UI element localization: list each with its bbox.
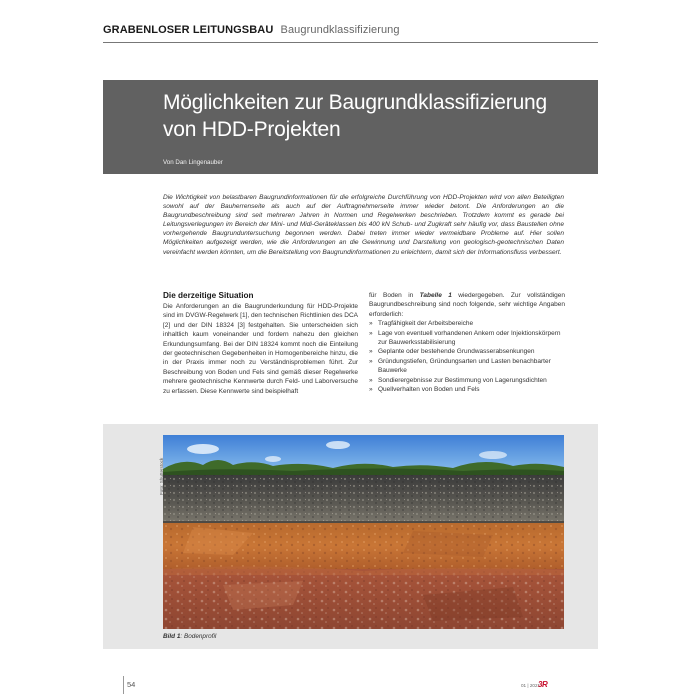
issue-label: 01 | 2021 (521, 683, 541, 688)
bullet-marker: » (369, 376, 373, 384)
caption-label: Bild 1 (163, 633, 181, 640)
byline: Von Dan Lingenauber (163, 159, 223, 166)
bullet-marker: » (369, 329, 373, 337)
table-intro-continuation: wiedergegeben. Zur vollständigen Baugrundbeschreibung sind noch folgende, sehr wichtige Angaben erforderlich: (369, 292, 566, 318)
list-item-text: Sondierergebnisse zur Bestimmung von Lagerungsdichten (378, 376, 547, 384)
title-banner (103, 80, 598, 174)
list-item-text: Quellverhalten von Boden und Fels (378, 386, 480, 394)
running-head-section: GRABENLOSER LEITUNGSBAU (103, 24, 274, 36)
list-item-text: Geplante oder bestehende Grundwasserabsenkungen (378, 348, 535, 356)
article-title-line-1: Möglichkeiten zur Baugrundklassifizierung (163, 91, 548, 114)
requirements-list (369, 319, 565, 394)
list-item (369, 347, 565, 356)
header-divider (103, 42, 598, 43)
bullet-marker: » (369, 386, 373, 394)
list-item (369, 357, 565, 376)
caption-text: : Bodenprofil (180, 633, 217, 640)
list-item (369, 376, 565, 385)
bullet-marker: » (369, 357, 373, 365)
bullet-marker: » (369, 320, 373, 328)
photo-credit (154, 439, 164, 499)
photo-credit-text: Foto: Shutterstock (159, 457, 164, 495)
figure-caption (163, 633, 216, 640)
section-heading: Die derzeitige Situation (163, 291, 254, 300)
page-number: 54 (127, 680, 136, 689)
list-item-text: Lage von eventuell vorhandenen Ankern oder Injektionskörpern zur Bauwerksstabilisierung (378, 329, 561, 347)
article-title (163, 89, 547, 143)
table-reference: Tabelle 1 (419, 292, 452, 299)
column-right (369, 291, 565, 394)
column-left (163, 291, 358, 396)
article-title-line-2: von HDD-Projekten (163, 118, 341, 141)
list-item (369, 329, 565, 348)
running-head (103, 24, 598, 36)
soil-profile-photo (163, 435, 564, 629)
table-intro-text: für Boden in (369, 292, 420, 299)
list-item (369, 319, 565, 328)
list-item (369, 385, 565, 394)
body-paragraph-left: Die Anforderungen an die Baugrunderkundung für HDD-Projekte sind im DVGW-Regelwerk [1], den technischen Richtlinien des DCA [2] und der DIN 18324 [3] festgehalten. Sie unterscheiden sich inhaltlich kaum voneinander und fordern nahezu den gleichen Erkundungsumfang. Bei der DIN 18324 kommt noch die Einteilung der geotechnischen Gegebenheiten in Homogenbereiche hinzu, die in der Praxis immer noch zu Verständnisproblemen führt. Zur Beschreibung von Boden und Fels sind gemäß dieser Regelwerke mehrere geotechnische Kennwerte durch Feld- und Laborversuche zu erfassen. Diese Kennwerte sind beispielhaft (163, 303, 358, 395)
journal-logo: 3R (538, 680, 548, 689)
footer-divider (123, 676, 124, 694)
body-paragraph-right (369, 291, 565, 319)
list-item-text: Tragfähigkeit der Arbeitsbereiche (378, 320, 474, 328)
lead-paragraph: Die Wichtigkeit von belastbaren Baugrundinformationen für die erfolgreiche Durchführung von HDD-Projekten wird von allen Beteiligten sowohl auf der Bauherrenseite als auch auf der Auftragnehmerseite immer wieder betont. Die Anforderungen an die Baugrundbeschreibung sind seit mehreren Jahren in Normen und Regelwerken beschrieben. Trotzdem kommt es gerade bei Leitungsverlegungen im Bereich der Mini- und Midi-Geräteklassen bis 400 kN Schub- und Zugkraft sehr häufig vor, dass Baustellen ohne vorhergehende Baugrunduntersuchung begonnen werden. Dabei treten immer wieder vermeidbare Probleme auf. Hier sollen Möglichkeiten aufgezeigt werden, wie die Anforderungen an die Gewinnung und Darstellung von geologisch-geotechnischen Daten vereinfacht werden könnten, um die Bereitstellung von Baugrundinformationen zu erleichtern, damit sich der Informationsfluss verbessert. (163, 194, 564, 256)
list-item-text: Gründungstiefen, Gründungsarten und Lasten benachbarter Bauwerke (378, 357, 551, 375)
running-head-topic: Baugrundklassifizierung (280, 24, 400, 36)
bullet-marker: » (369, 348, 373, 356)
